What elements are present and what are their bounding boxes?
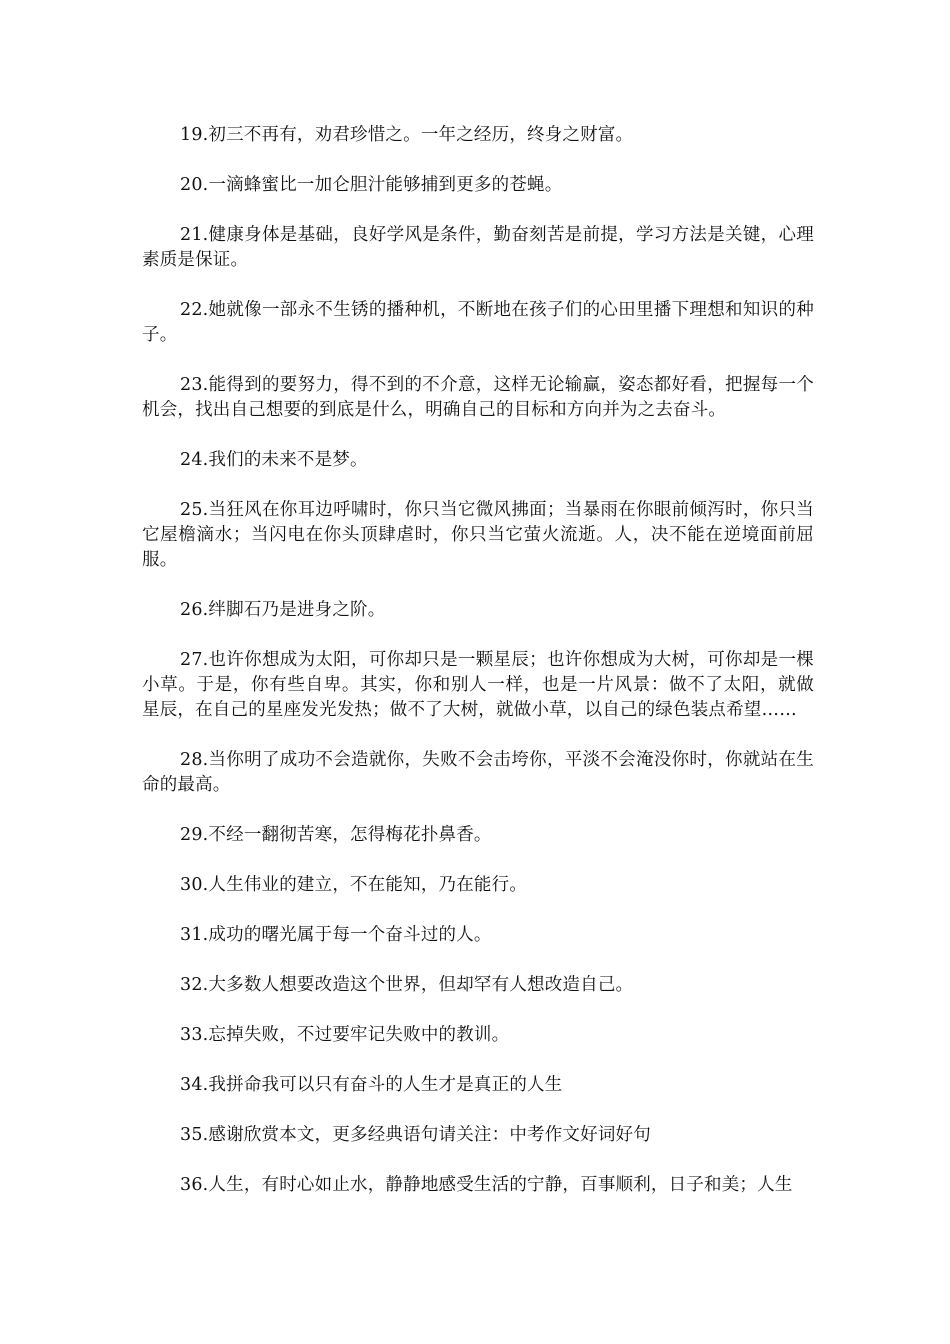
paragraph-35: 35.感谢欣赏本文，更多经典语句请关注：中考作文好词好句: [180, 1125, 651, 1145]
paragraph-28: 28.当你明了成功不会造就你，失败不会击垮你，平淡不会淹没你时，你就站在生命的最高。: [142, 750, 814, 795]
paragraph-33: 33.忘掉失败，不过要牢记失败中的教训。: [180, 1025, 510, 1045]
paragraph-22: 22.她就像一部永不生锈的播种机，不断地在孩子们的心田里播下理想和知识的种子。: [142, 300, 814, 345]
paragraph-36: 36.人生，有时心如止水，静静地感受生活的宁静，百事顺利，日子和美；人生: [180, 1175, 793, 1195]
paragraph-27: 27.也许你想成为太阳，可你却只是一颗星辰；也许你想成为大树，可你却是一棵小草。于是，你有些自卑。其实，你和别人一样，也是一片风景：做不了太阳，就做星辰，在自己的星座发光发热；做不了大树，就做小草，以自己的绿色装点希望……: [142, 650, 814, 720]
paragraph-21: 21.健康身体是基础，良好学风是条件，勤奋刻苦是前提，学习方法是关键，心理素质是保证。: [142, 225, 814, 270]
paragraph-29: 29.不经一翻彻苦寒，怎得梅花扑鼻香。: [180, 825, 492, 845]
paragraph-25: 25.当狂风在你耳边呼啸时，你只当它微风拂面；当暴雨在你眼前倾泻时，你只当它屋檐滴水；当闪电在你头顶肆虐时，你只当它萤火流逝。人，决不能在逆境面前屈服。: [142, 500, 814, 570]
paragraph-26: 26.绊脚石乃是进身之阶。: [180, 600, 386, 620]
paragraph-20: 20.一滴蜂蜜比一加仑胆汁能够捕到更多的苍蝇。: [180, 175, 563, 195]
paragraph-23: 23.能得到的要努力，得不到的不介意，这样无论输赢，姿态都好看，把握每一个机会，找出自己想要的到底是什么，明确自己的目标和方向并为之去奋斗。: [142, 375, 814, 420]
paragraph-30: 30.人生伟业的建立，不在能知，乃在能行。: [180, 875, 528, 895]
paragraph-34: 34.我拼命我可以只有奋斗的人生才是真正的人生: [180, 1075, 563, 1095]
paragraph-24: 24.我们的未来不是梦。: [180, 450, 368, 470]
paragraph-32: 32.大多数人想要改造这个世界，但却罕有人想改造自己。: [180, 975, 634, 995]
paragraph-19: 19.初三不再有，劝君珍惜之。一年之经历，终身之财富。: [180, 125, 634, 145]
document-body: [142, 123, 814, 1223]
paragraph-31: 31.成功的曙光属于每一个奋斗过的人。: [180, 925, 492, 945]
